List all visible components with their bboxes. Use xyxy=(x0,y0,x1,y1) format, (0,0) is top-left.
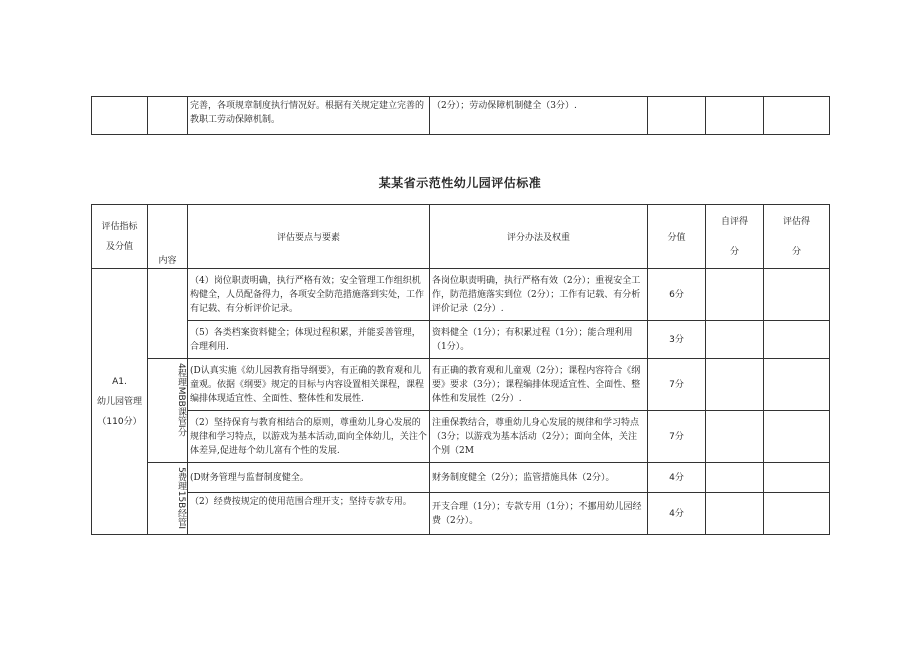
score-cell: 7分 xyxy=(648,359,706,411)
point-cell: (D财务管理与监督制度健全。 xyxy=(188,463,430,493)
header-eval-score: 评估得分 xyxy=(764,205,830,269)
header-score: 分值 xyxy=(648,205,706,269)
self-eval-cell xyxy=(706,411,764,463)
header-method: 评分办法及权重 xyxy=(430,205,648,269)
empty-cell xyxy=(148,97,188,135)
method-cell: 财务制度健全（2分）；监管措施具体（2分）。 xyxy=(430,463,648,493)
header-row xyxy=(92,205,830,269)
method-cell: 开支合理（1分）；专款专用（1分）；不挪用幼儿园经费（2分）。 xyxy=(430,493,648,535)
eval-cell xyxy=(764,321,830,359)
group-label-cell xyxy=(148,359,188,463)
method-cell: 注重保教结合，尊重幼儿身心发展的规律和学习特点（3分；以游戏为基本活动（2分）；面向全体，关注个别（2M xyxy=(430,411,648,463)
self-eval-cell xyxy=(706,493,764,535)
point-cell: （2）经费按规定的使用范围合理开支；坚持专款专用。 xyxy=(188,493,430,535)
eval-cell xyxy=(764,269,830,321)
previous-page-table xyxy=(91,96,830,135)
table-row xyxy=(92,359,830,411)
self-eval-cell xyxy=(706,97,764,135)
score-cell: 6分 xyxy=(648,269,706,321)
method-cell: 各岗位职责明确，执行严格有效（2分）；重视安全工作，防范措施落实到位（2分）；工作有记载、有分析评价记录（2分）. xyxy=(430,269,648,321)
point-cell: （4）岗位职责明确，执行严格有效；安全管理工作组织机构健全，人员配备得力，各项安全防范措施落到实处，工作有记载、有分析评价记录。 xyxy=(188,269,430,321)
group-label: 4程理MBB课管I分 xyxy=(176,363,186,437)
table-row xyxy=(92,463,830,493)
category-score: （110分） xyxy=(97,416,142,427)
group-label: 5费理15B经管I xyxy=(176,467,186,530)
method-cell: 有正确的教育观和儿童观（2分）；课程内容符合《纲要》要求（3分）；课程编排体现适宜性、全面性、整体性和发展性（2分）. xyxy=(430,359,648,411)
eval-cell xyxy=(764,97,830,135)
table-row xyxy=(92,97,830,135)
self-eval-cell xyxy=(706,321,764,359)
table-row xyxy=(92,321,830,359)
empty-cell xyxy=(92,97,148,135)
eval-cell xyxy=(764,463,830,493)
self-eval-cell xyxy=(706,359,764,411)
eval-cell xyxy=(764,411,830,463)
evaluation-table xyxy=(91,204,830,535)
empty-content-cell xyxy=(148,269,188,359)
self-eval-cell xyxy=(706,463,764,493)
score-cell xyxy=(648,97,706,135)
score-cell: 3分 xyxy=(648,321,706,359)
header-content: 内容 xyxy=(148,205,188,269)
group-label-cell xyxy=(148,463,188,535)
category-name: 幼儿园管理 xyxy=(96,396,142,407)
eval-cell xyxy=(764,359,830,411)
header-points: 评估要点与要素 xyxy=(188,205,430,269)
point-cell: （2）坚持保育与教育相结合的原则，尊重幼儿身心发展的规律和学习特点，以游戏为基本活动,面向全体幼儿，关注个体差异,促进每个幼儿富有个性的发展. xyxy=(188,411,430,463)
table-row xyxy=(92,411,830,463)
score-cell: 4分 xyxy=(648,493,706,535)
method-cell: 资料健全（1分）；有积累过程（1分）；能合理利用（1分）。 xyxy=(430,321,648,359)
category-code: A1. xyxy=(112,376,127,387)
point-cell: （5）各类档案资料健全；体现过程积累，并能妥善管理，合理利用. xyxy=(188,321,430,359)
score-cell: 7分 xyxy=(648,411,706,463)
method-cell: （2分）；劳动保障机制健全（3分）. xyxy=(430,97,648,135)
category-cell xyxy=(92,269,148,535)
point-cell: (D认真实施《幼儿园教育指导纲要》，有正确的教育观和儿童观。依据《纲要》规定的目标与内容设置相关课程，课程编排体现适宜性、全面性、整体性和发展性. xyxy=(188,359,430,411)
header-indicator: 评估指标及分值 xyxy=(92,205,148,269)
table-row xyxy=(92,493,830,535)
point-cell: 完善，各项规章制度执行情况好。根据有关规定建立完善的教职工劳动保障机制。 xyxy=(188,97,430,135)
header-self-eval: 自评得分 xyxy=(706,205,764,269)
table-row xyxy=(92,269,830,321)
self-eval-cell xyxy=(706,269,764,321)
score-cell: 4分 xyxy=(648,463,706,493)
eval-cell xyxy=(764,493,830,535)
page-title: 某某省示范性幼儿园评估标准 xyxy=(378,176,542,190)
